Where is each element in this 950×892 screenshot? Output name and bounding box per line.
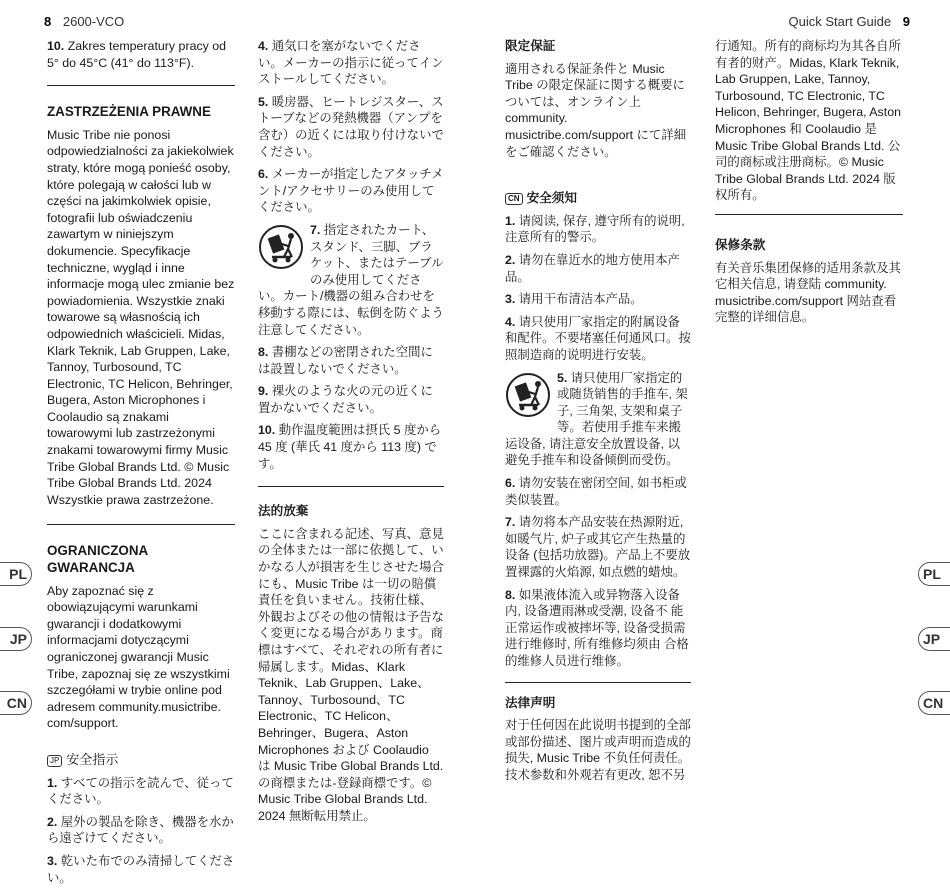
jp-item-6: 6. メーカーが指定したアタッチメント/アクセサリーのみ使用してください。 <box>258 167 444 215</box>
jp-legal-title: 法的放棄 <box>258 504 309 519</box>
pl-item-10: 10. Zakres temperatury pracy od 5° do 45°C (41° do 113°F). <box>47 39 227 70</box>
cn-item-6-text: 请勿安装在密闭空间, 如书柜或类似装置。 <box>505 476 687 507</box>
jp-item-9-text: 裸火のような火の元の近くに置かないでください。 <box>258 384 433 415</box>
cn-item-3: 3. 请用干布清洁本产品。 <box>505 292 643 307</box>
cn-item-3-text: 请用干布清洁本产品。 <box>518 292 643 307</box>
cn-item-2-text: 请勿在靠近水的地方使用本产品。 <box>505 252 680 284</box>
jp-item-10-text: 動作温度範囲は摂氏 5 度から 45 度 (華氏 41 度から 113 度) です。 <box>258 423 442 471</box>
jp-item-7: 7. 指定されたカート、スタンド、三脚、ブラケット、またはテーブルのみ使用してください。カート/機器の組み合わせを移動する際には、転倒を防ぐよう注意してください。 <box>258 222 444 337</box>
divider <box>47 524 235 525</box>
language-tab-jp-left[interactable]: JP <box>0 627 32 651</box>
cn-safety-title: 安全须知 <box>526 191 577 206</box>
jp-item-3-text: 乾いた布でのみ清掃してください。 <box>47 853 235 885</box>
cn-item-1-text: 请阅读, 保存, 遵守所有的说明, 注意所有的警示。 <box>505 213 685 245</box>
divider <box>715 214 903 215</box>
cn-safety-heading <box>505 190 691 207</box>
jp-item-9: 9. 裸火のような火の元の近くに置かないでください。 <box>258 384 433 415</box>
cn-item-1: 1. 请阅读, 保存, 遵守所有的说明, 注意所有的警示。 <box>505 213 685 245</box>
jp-item-8: 8. 書棚などの密閉された空間には設置しないでください。 <box>258 345 433 376</box>
jp-safety-title: 安全指示 <box>66 751 119 767</box>
jp-item-4: 4. 通気口を塞がないでください。メーカーの指示に従ってインストールしてください。 <box>258 39 444 87</box>
cn-legal-text: 对于任何因在此说明书提到的全部或部份描述、图片或声明而造成的损失, Music Tribe 不负任何责任。技术参数和外观若有更改, 恕不另 <box>505 718 691 782</box>
language-tab-pl-left[interactable]: PL <box>0 562 32 586</box>
right-page-number: 9 <box>902 14 910 29</box>
cart-tipover-warning-icon <box>258 224 304 270</box>
cn-item-6: 6. 请勿安装在密闭空间, 如书柜或类似装置。 <box>505 476 687 507</box>
language-tab-cn-left[interactable]: CN <box>0 691 32 715</box>
cn-item-5-text: 请只使用厂家指定的或随货销售的手推车, 架子, 三角架, 支架和桌子等。若使用手推车来搬运设备, 请注意安全放置设备, 以避免手推车和设备倾倒而受伤。 <box>505 370 688 468</box>
jp-item-4-text: 通気口を塞がないでください。メーカーの指示に従ってインストールしてください。 <box>258 39 444 87</box>
jp-item-6-text: メーカーが指定したアタッチメント/アクセサリーのみ使用してください。 <box>258 167 444 215</box>
left-page-number: 8 <box>44 14 52 29</box>
jp-warranty-title: 限定保証 <box>505 39 556 53</box>
language-tab-jp-right[interactable]: JP <box>918 627 950 651</box>
jp-legal-text: ここに含まれる記述、写真、意見の全体または一部に依拠して、いかなる人が損害を生じさせた場合にも、Music Tribe は一切の賠償責任を負いません。技術仕様、外観およびその他の情報は予告なく変更になる場合があります。商標はすべて、それぞれの所有者に帰属します。Midas、Klark Teknik、Lab Gruppen、Lake、Tannoy、Turbosound、TC Electronic、TC Helicon、Behringer、Bugera、Aston Microphones および Coolaudio は Music Tribe Global Brands Ltd. の商標または-登録商標です。© Music Tribe Global Brands Ltd. 2024 無断転用禁止。 <box>258 526 444 823</box>
jp-item-5-text: 暖房器、ヒートレジスター、ストーブなどの発熱機器（アンプを含む）の近くには取り付けないでください。 <box>258 94 444 159</box>
cn-item-4-text: 请只使用厂家指定的附属设备和配件。不要堵塞任何通风口。按照制造商的说明进行安装。 <box>505 314 691 362</box>
pl-warranty-text: Aby zapoznać się z obowiązującymi warunkami gwarancji i dodatkowymi informacjami dotyczącymi ograniczonej gwarancji Music Tribe, zapoznaj się ze wszystkimi szczegółami w trybie online pod adresem community.musictribe. com/support. <box>47 583 230 731</box>
cn-legal-text-continued: 行通知。所有的商标均为其各自所有者的财产。Midas, Klark Teknik, Lab Gruppen, Lake, Tannoy, Turbosound, TC Electronic, TC Helicon, Behringer, Bugera, Aston Microphones 和 Coolaudio 是 Music Tribe Global Brands Ltd. 公司的商标或注册商标。© Music Tribe Global Brands Ltd. 2024 版权所有。 <box>715 39 901 203</box>
jp-safety-heading <box>47 752 235 769</box>
cn-warranty-title: 保修条款 <box>715 237 766 252</box>
jp-item-3: 3. 乾いた布でのみ清掃してください。 <box>47 853 235 885</box>
pl-item-10-text: Zakres temperatury pracy od 5° do 45°C (41° do 113°F). <box>47 39 227 70</box>
cn-item-2: 2. 请勿在靠近水的地方使用本产品。 <box>505 252 680 284</box>
left-header-title: 2600-VCO <box>62 14 125 29</box>
jp-item-1-text: すべての指示を読んで、従ってください。 <box>47 775 234 807</box>
jp-item-7-text: 指定されたカート、スタンド、三脚、ブラケット、またはテーブルのみ使用してください。カート/機器の組み合わせを移動する際には、転倒を防ぐよう注意してください。 <box>258 222 444 337</box>
language-tab-pl-right[interactable]: PL <box>918 562 950 586</box>
divider <box>47 85 235 86</box>
pl-disclaimer-title: ZASTRZEŻENIA PRAWNE <box>47 104 211 120</box>
right-header-title: Quick Start Guide <box>788 14 892 29</box>
cn-legal-title: 法律声明 <box>505 695 556 710</box>
jp-item-2-text: 屋外の製品を除き、機器を水から遠ざけてください。 <box>47 814 234 846</box>
cn-tag-icon: CN <box>505 193 523 205</box>
jp-item-10: 10. 動作温度範囲は摂氏 5 度から 45 度 (華氏 41 度から 113 度) です。 <box>258 423 442 471</box>
cart-tipover-warning-icon <box>505 372 551 418</box>
column-1 <box>47 38 235 892</box>
cn-item-8: 8. 如果液体流入或异物落入设备内, 设备遭雨淋或受潮, 设备不 能正常运作或被摔坏等, 设备受损需进行维修时, 所有维修均须由 合格的维修人员进行维修。 <box>505 587 689 668</box>
cn-warranty-text: 有关音乐集团保修的适用条款及其它相关信息, 请登陆 community. musictribe.com/support 网站查看完整的详细信息。 <box>715 260 901 325</box>
column-4 <box>715 38 903 332</box>
jp-item-1: 1. すべての指示を読んで、従ってください。 <box>47 775 234 807</box>
language-tab-cn-right[interactable]: CN <box>918 691 950 715</box>
column-3 <box>505 38 691 790</box>
cn-item-4: 4. 请只使用厂家指定的附属设备和配件。不要堵塞任何通风口。按照制造商的说明进行安装。 <box>505 314 691 362</box>
divider <box>505 682 691 683</box>
right-header <box>789 14 910 29</box>
pl-warranty-title: OGRANICZONA GWARANCJA <box>47 543 148 576</box>
divider <box>258 486 444 487</box>
column-2 <box>258 38 444 831</box>
jp-item-2: 2. 屋外の製品を除き、機器を水から遠ざけてください。 <box>47 814 234 846</box>
cn-item-7: 7. 请勿将本产品安装在热源附近, 如暖气片, 炉子或其它产生热量的设备 (包括功放器)。产品上不要放置裸露的火焰源, 如点燃的蜡烛。 <box>505 515 691 580</box>
pl-disclaimer-text: Music Tribe nie ponosi odpowiedzialności za jakiekolwiek straty, które mogą ponieść osoby, które polegają w całości lub w części na jakimkolwiek opisie, fotografii lub oświadczeniu zawartym w niniejszym dokumencie. Specyfikacje techniczne, wygląd i inne informacje mogą ulec zmianie bez powiadomienia. Wszystkie znaki towarowe są własnością ich odpowiednich właścicieli. Midas, Klark Teknik, Lab Gruppen, Lake, Tannoy, Turbosound, TC Electronic, TC Helicon, Behringer, Bugera, Aston Microphones i Coolaudio są znakami towarowymi lub zastrzeżonymi znakami towarowymi firmy Music Tribe Global Brands Ltd. © Music Tribe Global Brands Ltd. 2024 Wszystkie prawa zastrzeżone. <box>47 127 235 507</box>
cn-item-7-text: 请勿将本产品安装在热源附近, 如暖气片, 炉子或其它产生热量的设备 (包括功放器)。产品上不要放置裸露的火焰源, 如点燃的蜡烛。 <box>505 515 691 580</box>
jp-item-5: 5. 暖房器、ヒートレジスター、ストーブなどの発熱機器（アンプを含む）の近くには取り付けないでください。 <box>258 94 444 159</box>
jp-tag-icon: JP <box>47 755 62 767</box>
left-header <box>44 14 124 29</box>
jp-item-8-text: 書棚などの密閉された空間には設置しないでください。 <box>258 345 433 376</box>
cn-item-5: 5. 请只使用厂家指定的或随货销售的手推车, 架子, 三角架, 支架和桌子等。若使用手推车来搬运设备, 请注意安全放置设备, 以避免手推车和设备倾倒而受伤。 <box>505 370 688 468</box>
jp-warranty-text: 適用される保証条件と Music Tribe の限定保証に関する概要については、オンライン上 community. musictribe.com/support にて詳細をご確認ください。 <box>505 61 687 159</box>
cn-item-8-text: 如果液体流入或异物落入设备内, 设备遭雨淋或受潮, 设备不 能正常运作或被摔坏等, 设备受损需进行维修时, 所有维修均须由 合格的维修人员进行维修。 <box>505 587 689 668</box>
